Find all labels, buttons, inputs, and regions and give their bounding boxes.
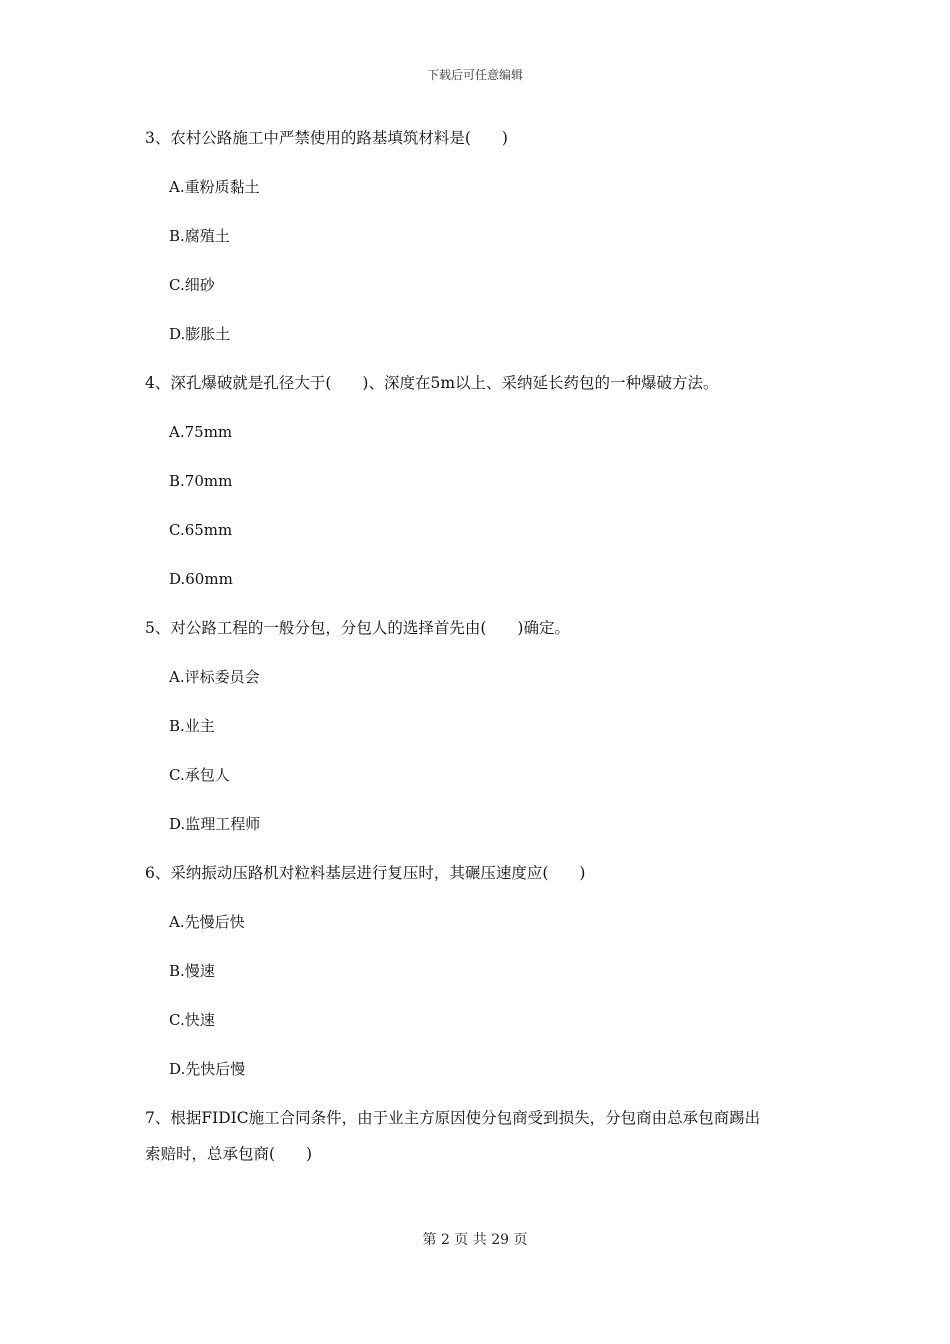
option-a: A.重粉质黏土 <box>169 178 260 196</box>
question-block <box>145 616 815 861</box>
option-c: C.快速 <box>169 1011 215 1029</box>
question-stem: 6、采纳振动压路机对粒料基层进行复压时，其碾压速度应( ) <box>145 864 586 882</box>
option-d: D.先快后慢 <box>169 1060 246 1078</box>
question-block <box>145 126 815 371</box>
option-c: C.65mm <box>169 521 233 539</box>
option-d: D.膨胀土 <box>169 325 231 343</box>
option-b: B.70mm <box>169 472 233 490</box>
option-b: B.慢速 <box>169 962 215 980</box>
option-b: B.业主 <box>169 717 215 735</box>
question-block <box>145 861 815 1106</box>
question-block <box>145 371 815 616</box>
question-stem: 3、农村公路施工中严禁使用的路基填筑材料是( ) <box>145 129 508 147</box>
question-stem: 5、对公路工程的一般分包，分包人的选择首先由( )确定。 <box>145 619 570 637</box>
question-stem-line-1: 7、根据FIDIC施工合同条件，由于业主方原因使分包商受到损失，分包商由总承包商踢出 <box>145 1109 761 1127</box>
option-c: C.细砂 <box>169 276 215 294</box>
question-block <box>145 1106 815 1166</box>
page-footer: 第 2 页 共 29 页 <box>422 1232 528 1248</box>
option-c: C.承包人 <box>169 766 230 784</box>
option-d: D.监理工程师 <box>169 815 261 833</box>
option-a: A.先慢后快 <box>169 913 245 931</box>
option-a: A.评标委员会 <box>169 668 260 686</box>
question-stem-line-2: 索赔时，总承包商( ) <box>145 1145 313 1163</box>
page-content <box>145 126 815 1166</box>
option-b: B.腐殖土 <box>169 227 230 245</box>
page-header: 下载后可任意编辑 <box>426 68 523 82</box>
question-stem: 4、深孔爆破就是孔径大于( )、深度在5m以上、采纳延长药包的一种爆破方法。 <box>145 374 719 392</box>
option-a: A.75mm <box>169 423 233 441</box>
option-d: D.60mm <box>169 570 233 588</box>
